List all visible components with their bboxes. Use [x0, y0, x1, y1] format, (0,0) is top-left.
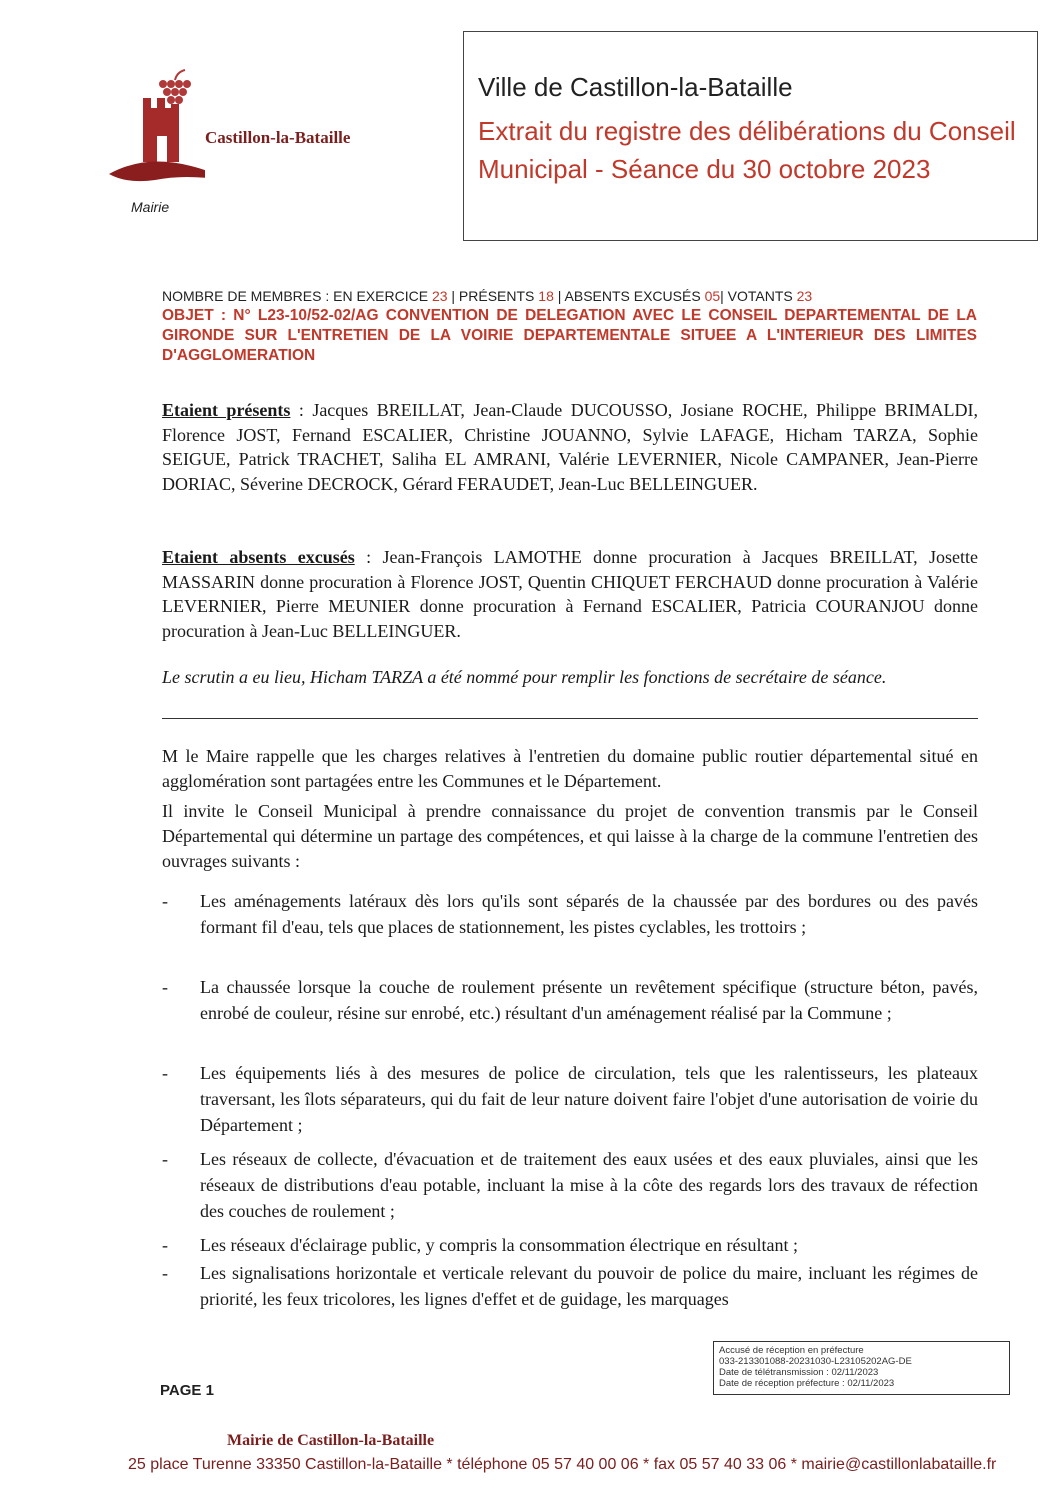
absentees-paragraph — [162, 545, 978, 643]
members-label-votants: | VOTANTS — [720, 288, 797, 304]
footer-address: 25 place Turenne 33350 Castillon-la-Bataille * téléphone 05 57 40 00 06 * fax 05 57 40 33 06 * mairie@castillonlabataille.fr — [128, 1456, 997, 1473]
deliberation-subject: OBJET : N° L23-10/52-02/AG CONVENTION DE DELEGATION AVEC LE CONSEIL DEPARTEMENTAL DE LA GIRONDE SUR L'ENTRETIEN DE LA VOIRIE DEPARTEMENTALE SITUEE A L'INTERIEUR DES LIMITES D'AGGLOMERATION — [162, 307, 977, 364]
list-bullet: - — [162, 977, 168, 997]
prefecture-receipt-stamp — [713, 1341, 1010, 1395]
list-item — [162, 1260, 978, 1312]
logo-subtitle: Mairie — [131, 199, 170, 215]
list-item-text: Les équipements liés à des mesures de police de circulation, tels que les ralentisseurs, les plateaux traversant, les îlots séparateurs, qui du fait de leur nature doivent faire l'objet d'une autorisation de voirie du Département ; — [200, 1063, 978, 1135]
list-item — [162, 888, 978, 940]
logo-name: Castillon-la-Bataille — [205, 128, 351, 147]
castle-grapes-icon — [105, 62, 205, 222]
document-title: Extrait du registre des délibérations du Conseil Municipal - Séance du 30 octobre 2023 — [478, 116, 1016, 184]
list-item — [162, 1146, 978, 1224]
list-item-text: Les réseaux d'éclairage public, y compris la consommation électrique en résultant ; — [200, 1235, 799, 1255]
town-title: Ville de Castillon-la-Bataille — [478, 72, 793, 102]
title-box — [463, 31, 1038, 241]
stamp-line: Date de télétransmission : 02/11/2023 — [719, 1367, 879, 1378]
attendees-paragraph — [162, 398, 978, 496]
list-item — [162, 1060, 978, 1138]
members-label-absents: | ABSENTS EXCUSÉS — [553, 288, 705, 304]
list-bullet: - — [162, 1149, 168, 1169]
town-logo — [105, 62, 425, 222]
attendees-label: Etaient présents — [162, 400, 291, 420]
list-item-text: La chaussée lorsque la couche de roulement présente un revêtement spécifique (structure béton, pavés, enrobé de couleur, résine sur enrobé, etc.) résultant d'un aménagement réalisé par la Commune ; — [200, 977, 978, 1023]
members-count — [162, 288, 812, 304]
list-item — [162, 974, 978, 1026]
absentees-label: Etaient absents excusés — [162, 547, 355, 567]
divider — [162, 718, 978, 719]
stamp-line: 033-213301088-20231030-L23105202AG-DE — [719, 1356, 912, 1367]
intro-paragraph-2: Il invite le Conseil Municipal à prendre connaissance du projet de convention transmis par le Conseil Départemental qui détermine un partage des compétences, et qui laisse à la charge de la commune l'entretien des ouvrages suivants : — [162, 801, 978, 871]
list-bullet: - — [162, 1235, 168, 1255]
page-number: PAGE 1 — [160, 1382, 214, 1399]
footer-title: Mairie de Castillon-la-Bataille — [227, 1432, 435, 1449]
list-bullet: - — [162, 1263, 168, 1283]
list-item-text: Les signalisations horizontale et verticale relevant du pouvoir de police du maire, incluant les régimes de priorité, les feux tricolores, les lignes d'effet et de guidage, les marquages — [200, 1263, 978, 1309]
stamp-line: Date de réception préfecture : 02/11/2023 — [719, 1378, 895, 1389]
members-value-votants: 23 — [796, 288, 813, 304]
list-bullet: - — [162, 1063, 168, 1083]
absentees-list: : Jean-François LAMOTHE donne procuration à Jacques BREILLAT, Josette MASSARIN donne procuration à Florence JOST, Quentin CHIQUET FERCHAUD donne procuration à Valérie LEVERNIER, Pierre MEUNIER donne procuration à Fernand ESCALIER, Patricia COURANJOU donne procuration à Jean-Luc BELLEINGUER. — [162, 547, 979, 641]
members-value-presents: 18 — [538, 288, 554, 304]
list-bullet: - — [162, 891, 168, 911]
attendees-list: : Jacques BREILLAT, Jean-Claude DUCOUSSO, Josiane ROCHE, Philippe BRIMALDI, Florence JOST, Fernand ESCALIER, Christine JOUANNO, Sylvie LAFAGE, Hicham TARZA, Sophie SEIGUE, Patrick TRACHET, Saliha EL AMRANI, Valérie LEVERNIER, Nicole CAMPANER, Jean-Pierre DORIAC, Séverine DECROCK, Gérard FERAUDET, Jean-Luc BELLEINGUER. — [162, 400, 978, 494]
ballot-note: Le scrutin a eu lieu, Hicham TARZA a été nommé pour remplir les fonctions de secrétaire de séance. — [162, 667, 887, 687]
list-item — [162, 1232, 978, 1258]
stamp-line: Accusé de réception en préfecture — [719, 1345, 864, 1356]
list-item-text: Les aménagements latéraux dès lors qu'ils sont séparés de la chaussée par des bordures ou des pavés formant fil d'eau, tels que places de stationnement, les pistes cyclables, les trottoirs ; — [200, 891, 978, 937]
members-label-exercice: NOMBRE DE MEMBRES : EN EXERCICE — [162, 288, 432, 304]
members-label-presents: | PRÉSENTS — [447, 288, 539, 304]
intro-paragraph-1: M le Maire rappelle que les charges relatives à l'entretien du domaine public routier départemental situé en agglomération sont partagées entre les Communes et le Département. — [162, 746, 978, 791]
list-item-text: Les réseaux de collecte, d'évacuation et de traitement des eaux usées et des eaux pluviales, ainsi que les réseaux de distributions d'eau potable, incluant la mise à la côte des regards lors des travaux de réfection des couches de roulement ; — [200, 1149, 978, 1221]
members-value-absents: 05 — [704, 288, 721, 304]
members-value-exercice: 23 — [431, 288, 448, 304]
